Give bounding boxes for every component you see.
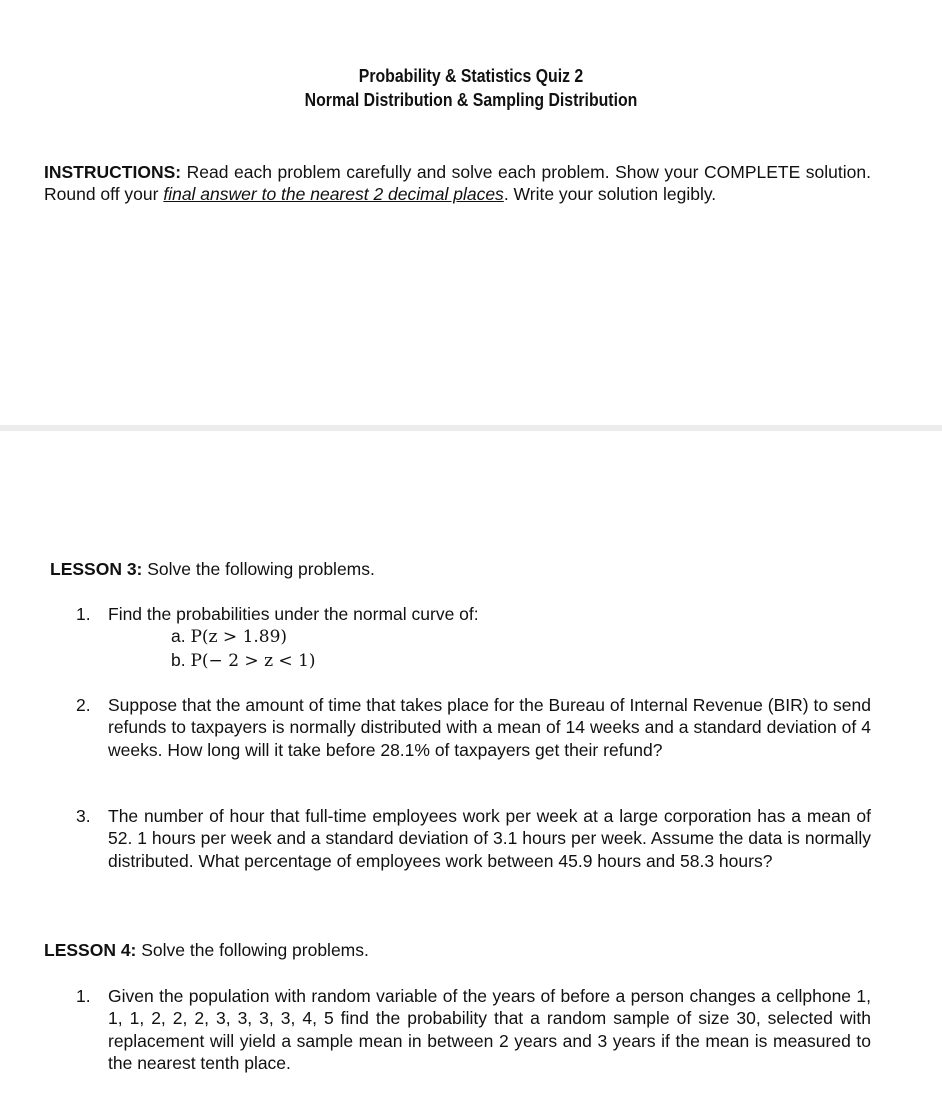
lesson-3-text: Solve the following problems. — [142, 559, 375, 579]
problem-number: 3. — [76, 806, 91, 826]
problem-number: 1. — [76, 604, 91, 624]
lesson-4-label: LESSON 4: — [44, 940, 137, 960]
subitem-label: b. — [171, 650, 186, 670]
instructions-paragraph — [44, 161, 871, 205]
quiz-title: Probability & Statistics Quiz 2 — [358, 66, 584, 86]
problem-number: 1. — [76, 986, 91, 1006]
instructions-text: Read each problem carefully and solve each problem. Show your COMPLETE solution. Round off your — [44, 162, 871, 204]
lesson-3-heading — [50, 559, 375, 580]
lesson-3-label: LESSON 3: — [50, 559, 143, 579]
problem-number: 2. — [76, 695, 91, 715]
problem-text: The number of hour that full-time employees work per week at a large corporation has a mean of 52. 1 hours per week and a standard deviation of 3.1 hours per week. Assume the data is normally distributed. What percentage of employees work between 45.9 hours and 58.3 hours? — [108, 806, 871, 871]
quiz-subtitle: Normal Distribution & Sampling Distribution — [304, 90, 638, 110]
quiz-page-2 — [0, 431, 942, 1105]
lesson-4-text: Solve the following problems. — [136, 940, 369, 960]
rounding-emphasis: final answer to the nearest 2 decimal places — [163, 184, 504, 204]
problem-text: Suppose that the amount of time that takes place for the Bureau of Internal Revenue (BIR) to send refunds to taxpayers is normally distributed with a mean of 14 weeks and a standard deviation of 4 weeks. How long will it take before 28.1% of taxpayers get their refund? — [108, 695, 871, 760]
lesson-3-problem-2 — [76, 694, 871, 761]
lesson-3-problem-3 — [76, 805, 871, 872]
subitem-expression: P(z > 1.89) — [190, 627, 288, 647]
instructions-label: INSTRUCTIONS: — [44, 162, 182, 182]
subitem-a — [171, 626, 287, 647]
problem-text: Given the population with random variable of the years of before a person changes a cellphone 1, 1, 1, 2, 2, 2, 3, 3, 3, 3, 4, 5 find the probability that a random sample of size 30, selected with replacement will yield a sample mean in between 2 years and 3 years if the mean is measured to the nearest tenth place. — [108, 986, 871, 1073]
instructions-text-end: . Write your solution legibly. — [503, 184, 717, 204]
subitem-expression: P(− 2 > z < 1) — [190, 651, 316, 671]
lesson-4-problem-1 — [76, 985, 871, 1074]
lesson-3-problem-1 — [76, 603, 871, 625]
lesson-4-heading — [44, 940, 369, 961]
problem-text: Find the probabilities under the normal curve of: — [108, 604, 479, 624]
subitem-label: a. — [171, 626, 186, 646]
subitem-b — [171, 650, 316, 671]
quiz-page-1 — [0, 0, 942, 425]
